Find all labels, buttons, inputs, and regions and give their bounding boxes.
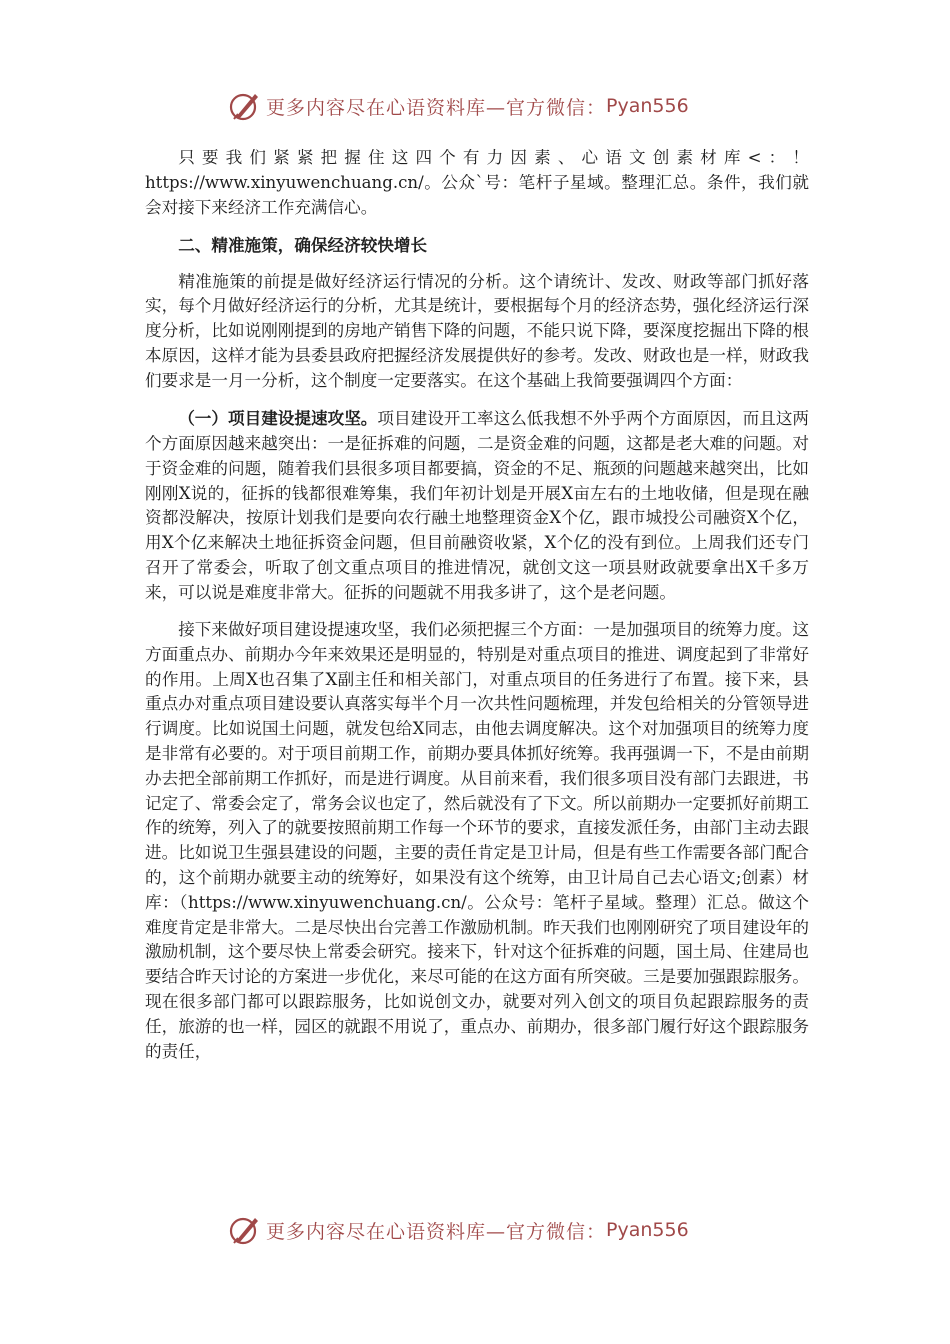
subsection-text: 项目建设开工率这么低我想不外乎两个方面原因，而且这两个方面原因越来越突出：一是征拆难的问题，二是资金难的问题，这都是老大难的问题。对于资金难的问题，随着我们县很多项目都要搞，资金的不足、瓶颈的问题越来越突出，比如刚刚X说的，征拆的钱都很难筹集，我们年初计划是开展X亩左右的土地收储，但是现在融资都没解决，按原计划我们是要向农行融土地整理资金X个亿，跟市城投公司融资X个亿，用X个亿来解决土地征拆资金问题，但目前融资收紧，X个亿的没有到位。上周我们还专门召开了常委会，听取了创文重点项目的推进情况，就创文这一项县财政就要拿出X千多万来，可以说是难度非常大。征拆的问题就不用我多讲了，这个是老问题。: [145, 409, 810, 602]
footer-watermark: [228, 1212, 689, 1248]
paragraph-next-steps: 接下来做好项目建设提速攻坚，我们必须把握三个方面：一是加强项目的统筹力度。这方面重点办、前期办今年来效果还是明显的，特别是对重点项目的推进、调度起到了非常好的作用。上周X也召集了X副主任和相关部门，对重点项目的任务进行了布置。接下来，县重点办对重点项目建设要认真落实每半个月一次共性问题梳理，并发包给相关的分管领导进行调度。比如说国土问题，就发包给X同志，由他去调度解决。这个对加强项目的统筹力度是非常有必要的。对于项目前期工作，前期办要具体抓好统筹。我再强调一下，不是由前期办去把全部前期工作抓好，而是进行调度。从目前来看，我们很多项目没有部门去跟进，书记定了、常委会定了，常务会议也定了，然后就没有了下文。所以前期办一定要抓好前期工作的统筹，列入了的就要按照前期工作每一个环节的要求，直接发派任务，由部门主动去跟进。比如说卫生强县建设的问题，主要的责任肯定是卫计局，但是有些工作需要各部门配合的，这个前期办就要主动的统筹好，如果没有这个统筹，由卫计局自己去心语文;创素）材库：（https://www.xinyuwenchuang.cn/。公众号：笔杆子星域。整理）汇总。做这个难度肯定是非常大。二是尽快出台完善工作激励机制。昨天我们也刚刚研究了项目建设年的激励机制，这个要尽快上常委会研究。接来下，针对这个征拆难的问题，国土局、住建局也要结合昨天讨论的方案进一步优化，来尽可能的在这方面有所突破。三是要加强跟踪服务。现在很多部门都可以跟踪服务，比如说创文办，就要对列入创文的项目负起跟踪服务的责任，旅游的也一样，园区的就跟不用说了，重点办、前期办，很多部门履行好这个跟踪服务的责任，: [145, 620, 809, 1061]
paragraph-analysis: 精准施策的前提是做好经济运行情况的分析。这个请统计、发改、财政等部门抓好落实，每个月做好经济运行的分析，尤其是统计，要根据每个月的经济态势，强化经济运行深度分析，比如说刚刚提到的房地产销售下降的问题，不能只说下降，要深度挖掘出下降的根本原因，这样才能为县委县政府把握经济发展提供好的参考。发改、财政也是一样，财政我们要求是一月一分析，这个制度一定要落实。在这个基础上我简要强调四个方面：: [145, 271, 809, 390]
watermark-text: 更多内容尽在心语资料库—官方微信：: [266, 96, 607, 119]
quill-pen-logo-icon: [228, 89, 262, 123]
paragraph-intro: 只要我们紧紧把握住这四个有力因素、心语文创素材库<：！https://www.xinyuwenchuang.cn/。公众`号：笔杆子星域。整理汇总。条件，我们就会对接下来经济工作充满信心。: [145, 148, 809, 217]
document-body: [145, 146, 809, 1077]
header-watermark: [228, 88, 689, 124]
subsection-title: （一）项目建设提速攻坚。: [178, 408, 378, 429]
quill-pen-logo-icon: [228, 1213, 262, 1247]
watermark-handle: Pyan556: [606, 1219, 689, 1241]
watermark-handle: Pyan556: [606, 95, 689, 117]
paragraph-project-construction: [145, 406, 809, 605]
section-heading: 二、精准施策，确保经济较快增长: [178, 234, 428, 255]
watermark-text: 更多内容尽在心语资料库—官方微信：: [266, 1220, 607, 1243]
